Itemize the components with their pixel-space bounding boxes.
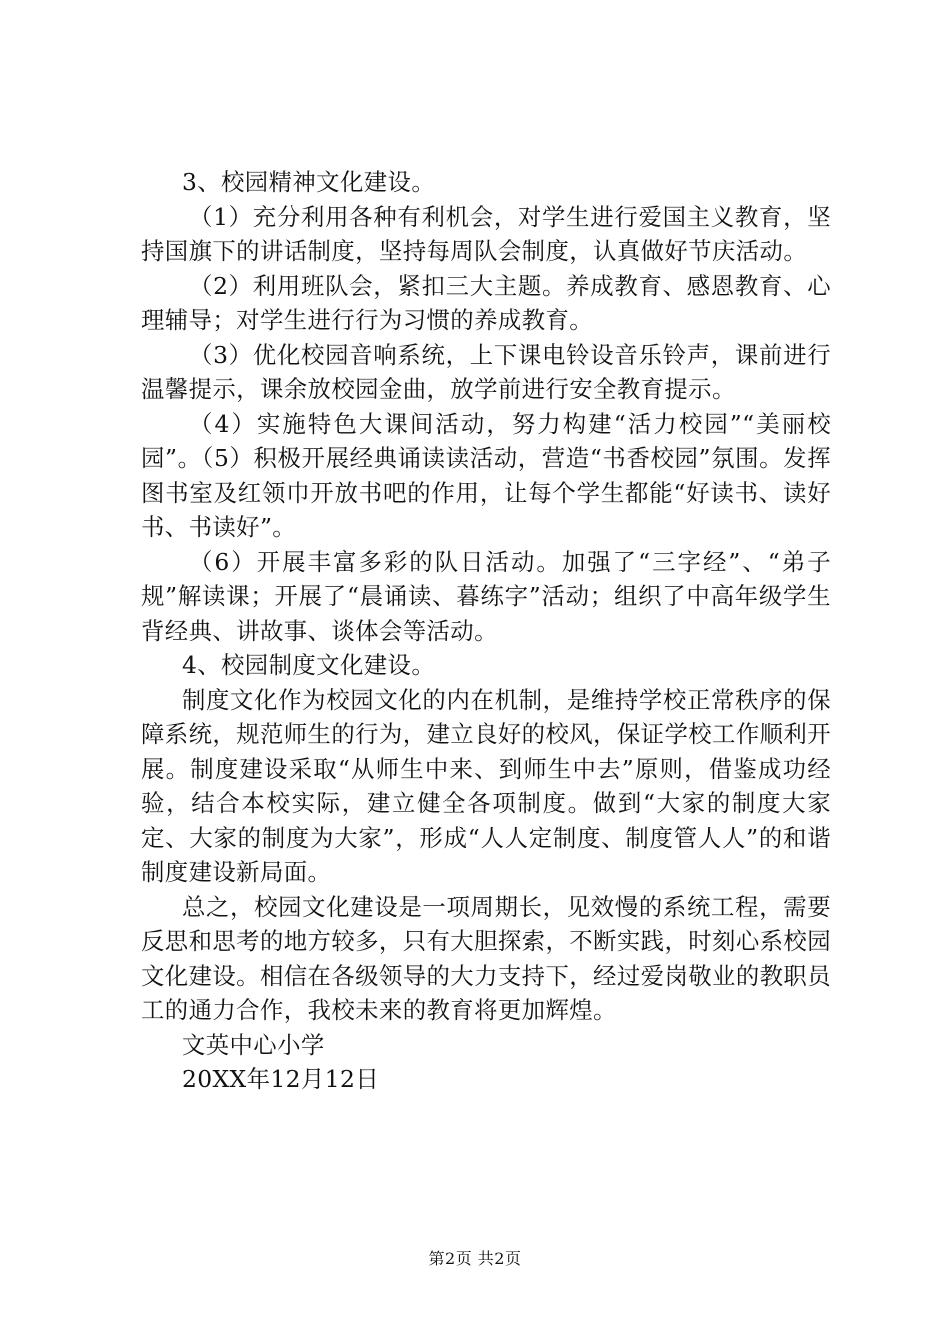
paragraph-item-1: （1）充分利用各种有利机会，对学生进行爱国主义教育，坚持国旗下的讲话制度，坚持每周队会制度，认真做好节庆活动。 — [141, 202, 831, 265]
paragraph-item-4-5: （4）实施特色大课间活动，努力构建“活力校园”“美丽校园”。（5）积极开展经典诵读读活动，营造“书香校园”氛围。发挥图书室及红领巾开放书吧的作用，让每个学生都能“好读书、读好书、书读好”。 — [141, 409, 831, 541]
section-heading-spiritual-culture: 3、校园精神文化建设。 — [181, 168, 436, 196]
paragraph-summary: 总之，校园文化建设是一项周期长，见效慢的系统工程，需要反思和思考的地方较多，只有大胆探索，不断实践，时刻心系校园文化建设。相信在各级领导的大力支持下，经过爱岗敬业的教职员工的通力合作，我校未来的教育将更加辉煌。 — [141, 892, 831, 1024]
paragraph-system-culture: 制度文化作为校园文化的内在机制，是维持学校正常秩序的保障系统，规范师生的行为，建立良好的校风，保证学校工作顺利开展。制度建设采取“从师生中来、到师生中去”原则，借鉴成功经验，结合本校实际，建立健全各项制度。做到“大家的制度大家定、大家的制度为大家”，形成“人人定制度、制度管人人”的和谐制度建设新局面。 — [141, 685, 831, 886]
page-footer: 第2页 共2页 — [428, 1249, 522, 1268]
paragraph-item-3: （3）优化校园音响系统，上下课电铃设音乐铃声，课前进行温馨提示，课余放校园金曲，放学前进行安全教育提示。 — [141, 340, 831, 403]
paragraph-item-2: （2）利用班队会，紧扣三大主题。养成教育、感恩教育、心理辅导；对学生进行行为习惯的养成教育。 — [141, 271, 831, 334]
signature-school-name: 文英中心小学 — [181, 1030, 325, 1059]
document-body — [141, 165, 831, 1097]
signature-date: 20XX年12月12日 — [181, 1065, 380, 1093]
section-heading-system-culture: 4、校园制度文化建设。 — [181, 651, 436, 679]
paragraph-item-6: （6）开展丰富多彩的队日活动。加强了“三字经”、“弟子规”解读课；开展了“晨诵读、暮练字”活动；组织了中高年级学生背经典、讲故事、谈体会等活动。 — [141, 547, 831, 645]
